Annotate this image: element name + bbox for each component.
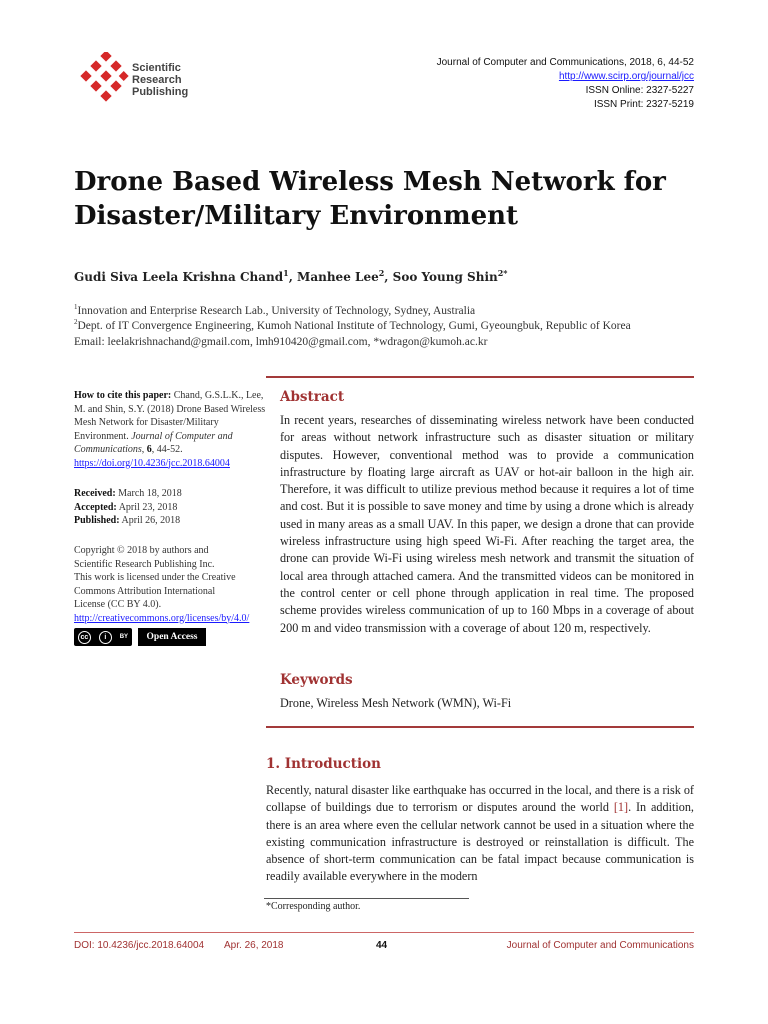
cc-by-license-icon[interactable]	[74, 628, 132, 646]
open-access-badge: Open Access	[138, 628, 206, 646]
license-link[interactable]: http://creativecommons.org/licenses/by/4.0/	[74, 612, 250, 624]
affiliation-2: $^2$Dept. of IT Convergence Engineering, Kumoh National Institute of Technology, Gumi, Gyeoungbuk, Republic of Korea	[74, 318, 631, 332]
introduction-text: Recently, natural disaster like earthquake has occurred in the local, and there is a risk of collapse of buildings due to terrorism or disputes around the world [1]. In addition, there is an area where even the cellular network cannot be used in a situation where the existing communication infrastructure is destroyed or reinstallation is difficult. The absence of short-term communication can be fatal impact because communication is readily available everywhere in the modern	[266, 783, 694, 884]
footer-doi: DOI: 10.4236/jcc.2018.64004	[74, 940, 205, 951]
citation-ref-link[interactable]: [1]	[613, 800, 629, 815]
keywords-bottom-rule	[266, 726, 694, 728]
publication-dates	[74, 487, 266, 528]
footer-journal-name: Journal of Computer and Communications	[506, 940, 694, 951]
footer-date: Apr. 26, 2018	[224, 940, 284, 951]
abstract-text: In recent years, researches of disseminating wireless network have been conducted for areas without network infrastructure such as disaster situation or military disputes. However, conventional method was to provide a communication infrastructure by floating large aircraft as UAV or hot-air balloon in the high air. Therefore, it was difficult to utilize previous method because it requires a lot of time and cost. But it is possible to save money and time by using a drone which is already used in many areas as a small UAV. In this paper, we design a drone that can provide wireless infrastructure using high speed Wi-Fi. After reaching the target area, the drone can provide Wi-Fi using wireless mesh network and transmit the situation of local area through attached camera. And the transmitted videos can be monitored in the control center or cell phone through application in real time. The proposed scheme provides wireless communication of up to 160 Mbps in a coverage of about 200 m and video transmission with a coverage of about 120 m, respectively.	[280, 413, 694, 635]
doi-link[interactable]: https://doi.org/10.4236/jcc.2018.64004	[74, 457, 230, 469]
attribution-icon: i	[99, 631, 112, 644]
footer-rule	[74, 932, 694, 933]
keywords-heading: Keywords	[280, 672, 353, 688]
creative-commons-icon: cc	[78, 631, 91, 644]
issn-online: ISSN Online: 2327-5227	[585, 85, 694, 96]
publisher-logo-icon	[78, 52, 130, 102]
publisher-name: Scientific Research Publishing	[132, 62, 189, 98]
author-emails: Email: leelakrishnachand@gmail.com, lmh910420@gmail.com, *wdragon@kumoh.ac.kr	[74, 336, 488, 348]
copyright-notice: Copyright © 2018 by authors and Scientific Research Publishing Inc. This work is licensed under the Creative Commons Attribution International License (CC BY 4.0). http://creativecommons.org/licenses/by/4.0/	[74, 545, 250, 624]
author-name: Gudi Siva Leela Krishna Chand	[74, 270, 284, 284]
issn-print: ISSN Print: 2327-5219	[593, 99, 694, 110]
journal-citation: Journal of Computer and Communications, 2018, 6, 44-52	[436, 57, 694, 68]
journal-url-link[interactable]: http://www.scirp.org/journal/jcc	[558, 71, 694, 82]
author-list: Gudi Siva Leela Krishna Chand$^1$, Manhee Lee$^2$, Soo Young Shin$^{2*}$	[74, 268, 508, 284]
publisher-logo	[78, 52, 196, 102]
abstract-top-rule	[266, 376, 694, 378]
paper-title: Drone Based Wireless Mesh Network for Disaster/Military Environment	[74, 167, 666, 231]
journal-info	[437, 56, 694, 112]
introduction-heading: 1. Introduction	[266, 756, 381, 772]
how-to-cite: How to cite this paper: Chand, G.S.L.K., Lee, M. and Shin, S.Y. (2018) Drone Based Wireless Mesh Network for Disaster/Military Environment. Journal of Computer and Communications, 6, 44-52. https://doi.org/10.4236/jcc.2018.64004	[74, 390, 266, 469]
received-date: Received: March 18, 2018	[74, 488, 182, 499]
accepted-date: Accepted: April 23, 2018	[74, 501, 178, 513]
published-date: Published: April 26, 2018	[74, 515, 181, 526]
abstract-heading: Abstract	[280, 389, 345, 405]
keywords-text: Drone, Wireless Mesh Network (WMN), Wi-Fi	[280, 696, 512, 710]
page-number: 44	[376, 940, 388, 951]
corresponding-author-footnote: *Corresponding author.	[266, 901, 361, 912]
cite-label: How to cite this paper:	[74, 390, 172, 401]
cc-by-label: BY	[119, 634, 129, 640]
author-name: Manhee Lee	[297, 270, 379, 284]
author-name: Soo Young Shin	[392, 270, 498, 284]
footnote-rule	[264, 898, 469, 899]
affiliation-1: $^1$Innovation and Enterprise Research Lab., University of Technology, Sydney, Australia	[74, 303, 476, 317]
